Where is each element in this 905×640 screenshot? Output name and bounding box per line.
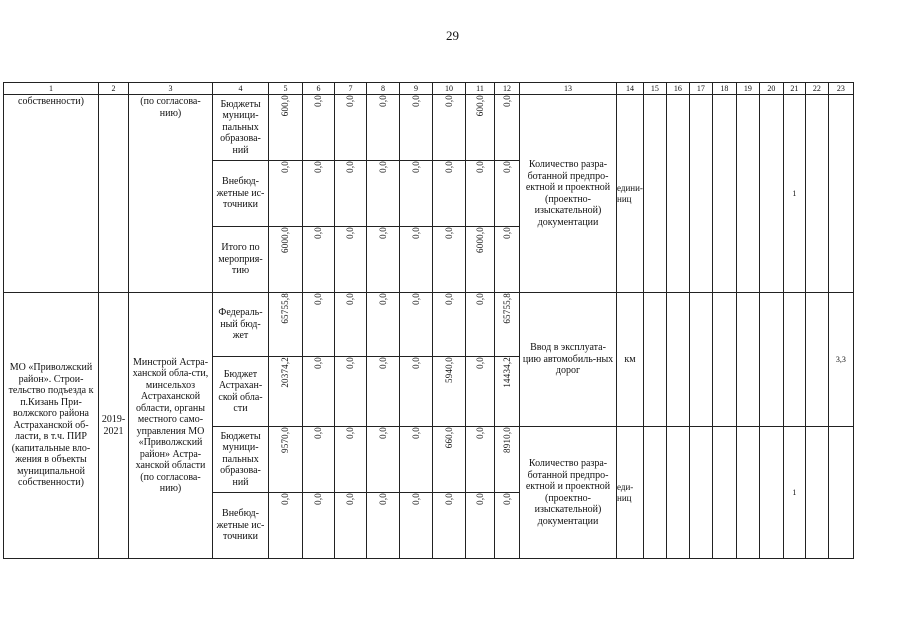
unit: км xyxy=(624,353,636,365)
term-cell xyxy=(99,293,129,559)
year-cell xyxy=(712,95,736,293)
value: 0,0 xyxy=(377,293,388,305)
value: 0,0 xyxy=(377,427,388,439)
header-cell: 17 xyxy=(689,83,712,95)
year-cell xyxy=(783,293,805,427)
executor-cell xyxy=(129,293,213,559)
indicator-cell xyxy=(520,427,617,559)
year-cell xyxy=(666,427,689,559)
year-cell xyxy=(689,95,712,293)
value-cell xyxy=(335,293,367,357)
value-cell xyxy=(400,227,433,293)
indicator-name: Количество разра-ботанной предпро-ектной и проектной (проектно-изыскательной) документации xyxy=(525,458,611,527)
value-cell xyxy=(269,95,303,161)
header-cell: 7 xyxy=(335,83,367,95)
value: 0,0 xyxy=(377,227,388,239)
value: 0,0 xyxy=(501,227,512,239)
indicator-cell xyxy=(520,95,617,293)
value-cell xyxy=(400,293,433,357)
executor: Минстрой Астра-ханской обла-сти, минсельхоз Астраханской области, органы местного само-управления МО «Приволжский район» Астра-ханской области (по согласова-нию) xyxy=(132,356,209,494)
funding-source: Внебюд-жетные ис-точники xyxy=(213,161,269,227)
executor: (по согласова-нию) xyxy=(140,96,201,119)
value-cell xyxy=(303,95,335,161)
funding-source: Итого по мероприя-тию xyxy=(213,227,269,293)
value: 0,0 xyxy=(345,95,356,107)
value: 0,0 xyxy=(501,161,512,173)
value-cell xyxy=(269,293,303,357)
value-cell xyxy=(466,493,495,559)
header-cell: 9 xyxy=(400,83,433,95)
unit: еди-ниц xyxy=(617,482,634,503)
value: 0,0 xyxy=(443,161,454,173)
value: 0,0 xyxy=(443,227,454,239)
value: 6000,0 xyxy=(280,227,291,253)
year-cell xyxy=(759,95,783,293)
year-cell xyxy=(828,427,853,559)
year-cell xyxy=(759,427,783,559)
year-cell xyxy=(712,427,736,559)
value-cell xyxy=(367,227,400,293)
header-cell: 12 xyxy=(495,83,520,95)
year-cell xyxy=(736,293,759,427)
value-cell xyxy=(495,95,520,161)
value: 0,0 xyxy=(313,293,324,305)
value-cell xyxy=(433,427,466,493)
header-cell: 8 xyxy=(367,83,400,95)
value-cell xyxy=(303,227,335,293)
value-cell xyxy=(367,427,400,493)
header-cell: 20 xyxy=(759,83,783,95)
value-cell xyxy=(433,357,466,427)
value: 0,0 xyxy=(345,357,356,369)
header-cell: 23 xyxy=(828,83,853,95)
header-cell: 4 xyxy=(213,83,269,95)
value: 8910,0 xyxy=(501,427,512,453)
unit-cell xyxy=(617,293,644,427)
measure-name-cell xyxy=(4,293,99,559)
header-cell: 18 xyxy=(712,83,736,95)
value: 0,0 xyxy=(377,357,388,369)
value-cell xyxy=(495,357,520,427)
year-cell xyxy=(689,293,712,427)
value: 0,0 xyxy=(410,227,421,239)
year-cell xyxy=(805,95,828,293)
funding-source: Федераль-ный бюд-жет xyxy=(213,293,269,357)
indicator-value: 1 xyxy=(792,188,797,198)
year-cell xyxy=(666,293,689,427)
value: 0,0 xyxy=(474,357,485,369)
value: 65755,8 xyxy=(280,293,291,324)
value: 0,0 xyxy=(410,161,421,173)
year-cell xyxy=(736,427,759,559)
value: 0,0 xyxy=(410,293,421,305)
value: 5940,0 xyxy=(443,357,454,383)
value: 0,0 xyxy=(377,493,388,505)
value-cell xyxy=(269,357,303,427)
value-cell xyxy=(466,161,495,227)
indicator-cell xyxy=(520,293,617,427)
value: 600,0 xyxy=(280,95,291,117)
value-cell xyxy=(400,493,433,559)
measures-table xyxy=(3,82,854,559)
indicator-name: Ввод в эксплуата-цию автомобиль-ных дорог xyxy=(522,342,614,377)
year-cell xyxy=(828,293,853,427)
value-cell xyxy=(303,161,335,227)
year-cell xyxy=(689,427,712,559)
value-cell xyxy=(367,95,400,161)
header-cell: 16 xyxy=(666,83,689,95)
value: 65755,8 xyxy=(501,293,512,324)
value: 0,0 xyxy=(280,161,291,173)
measure-name-cell xyxy=(4,95,99,293)
value: 600,0 xyxy=(474,95,485,117)
measure-name: МО «Приволжский район». Строи-тельство подъезда к п.Кизань При-волжского района Астраханской об-ласти, в т.ч. ПИР (капитальные вло-жения в объекты муниципальной собственности) xyxy=(8,362,94,489)
value-cell xyxy=(400,161,433,227)
value-cell xyxy=(466,427,495,493)
value-cell xyxy=(335,95,367,161)
header-cell: 2 xyxy=(99,83,129,95)
value-cell xyxy=(495,161,520,227)
value: 0,0 xyxy=(377,161,388,173)
value-cell xyxy=(495,427,520,493)
value: 6000,0 xyxy=(474,227,485,253)
value: 9570,0 xyxy=(280,427,291,453)
value: 0,0 xyxy=(313,95,324,107)
value-cell xyxy=(269,493,303,559)
term-cell xyxy=(99,95,129,293)
year-cell xyxy=(666,95,689,293)
value-cell xyxy=(433,227,466,293)
value: 0,0 xyxy=(345,427,356,439)
header-cell: 10 xyxy=(433,83,466,95)
value-cell xyxy=(269,161,303,227)
year-cell xyxy=(643,293,666,427)
header-cell: 13 xyxy=(520,83,617,95)
funding-source: Внебюд-жетные ис-точники xyxy=(213,493,269,559)
value: 0,0 xyxy=(443,493,454,505)
value: 0,0 xyxy=(377,95,388,107)
value: 0,0 xyxy=(501,95,512,107)
indicator-name: Количество разра-ботанной предпро-ектной и проектной (проектно-изыскательной) документации xyxy=(525,159,611,228)
value-cell xyxy=(466,95,495,161)
term: 2019-2021 xyxy=(101,414,126,437)
year-cell xyxy=(805,427,828,559)
value-cell xyxy=(367,493,400,559)
value-cell xyxy=(466,357,495,427)
year-cell xyxy=(759,293,783,427)
value-cell xyxy=(303,427,335,493)
value-cell xyxy=(433,95,466,161)
value: 0,0 xyxy=(474,427,485,439)
value-cell xyxy=(466,227,495,293)
value: 0,0 xyxy=(410,427,421,439)
value: 660,0 xyxy=(443,427,454,449)
value: 0,0 xyxy=(280,493,291,505)
value-cell xyxy=(303,293,335,357)
value: 0,0 xyxy=(345,293,356,305)
value: 0,0 xyxy=(410,493,421,505)
value: 0,0 xyxy=(410,95,421,107)
value: 0,0 xyxy=(345,161,356,173)
value: 0,0 xyxy=(474,161,485,173)
value-cell xyxy=(303,357,335,427)
value: 0,0 xyxy=(313,357,324,369)
value-cell xyxy=(303,493,335,559)
value-cell xyxy=(466,293,495,357)
value-cell xyxy=(335,227,367,293)
value-cell xyxy=(433,293,466,357)
header-cell: 3 xyxy=(129,83,213,95)
funding-source: Бюджеты муници-пальных образова-ний xyxy=(213,427,269,493)
value: 0,0 xyxy=(313,493,324,505)
year-cell xyxy=(643,427,666,559)
header-cell: 5 xyxy=(269,83,303,95)
header-cell: 19 xyxy=(736,83,759,95)
value: 0,0 xyxy=(345,227,356,239)
value-cell xyxy=(367,357,400,427)
unit-cell xyxy=(617,427,644,559)
year-cell xyxy=(712,293,736,427)
value-cell xyxy=(400,357,433,427)
table-row xyxy=(4,95,854,161)
funding-source: Бюджет Астрахан-ской обла-сти xyxy=(213,357,269,427)
value-cell xyxy=(495,227,520,293)
value-cell xyxy=(400,95,433,161)
unit: едини-ниц xyxy=(617,183,643,204)
value-cell xyxy=(367,161,400,227)
value: 20374,2 xyxy=(280,357,291,388)
value: 0,0 xyxy=(474,293,485,305)
value: 0,0 xyxy=(313,161,324,173)
value-cell xyxy=(433,161,466,227)
year-cell xyxy=(805,293,828,427)
executor-cell xyxy=(129,95,213,293)
year-cell xyxy=(643,95,666,293)
value-cell xyxy=(335,493,367,559)
value: 14434,2 xyxy=(501,357,512,388)
header-row xyxy=(4,83,854,95)
funding-source: Бюджеты муници-пальных образова-ний xyxy=(213,95,269,161)
value-cell xyxy=(335,161,367,227)
unit-cell xyxy=(617,95,644,293)
header-cell: 21 xyxy=(783,83,805,95)
value: 0,0 xyxy=(474,493,485,505)
value-cell xyxy=(495,493,520,559)
header-cell: 22 xyxy=(805,83,828,95)
value: 0,0 xyxy=(410,357,421,369)
year-cell xyxy=(783,95,805,293)
year-cell xyxy=(736,95,759,293)
header-cell: 14 xyxy=(617,83,644,95)
header-cell: 11 xyxy=(466,83,495,95)
value-cell xyxy=(269,227,303,293)
value-cell xyxy=(269,427,303,493)
value-cell xyxy=(433,493,466,559)
value: 0,0 xyxy=(313,427,324,439)
measure-name: собственности) xyxy=(18,96,84,107)
value-cell xyxy=(367,293,400,357)
value-cell xyxy=(400,427,433,493)
value: 0,0 xyxy=(443,95,454,107)
value: 0,0 xyxy=(313,227,324,239)
value-cell xyxy=(335,427,367,493)
year-cell xyxy=(828,95,853,293)
value-cell xyxy=(335,357,367,427)
value-cell xyxy=(495,293,520,357)
table-row xyxy=(4,293,854,357)
page-number: 29 xyxy=(446,28,459,43)
value: 0,0 xyxy=(501,493,512,505)
value: 0,0 xyxy=(443,293,454,305)
value: 0,0 xyxy=(345,493,356,505)
indicator-value: 1 xyxy=(792,487,797,497)
indicator-value: 3,3 xyxy=(835,354,846,364)
header-cell: 15 xyxy=(643,83,666,95)
header-cell: 1 xyxy=(4,83,99,95)
year-cell xyxy=(783,427,805,559)
header-cell: 6 xyxy=(303,83,335,95)
